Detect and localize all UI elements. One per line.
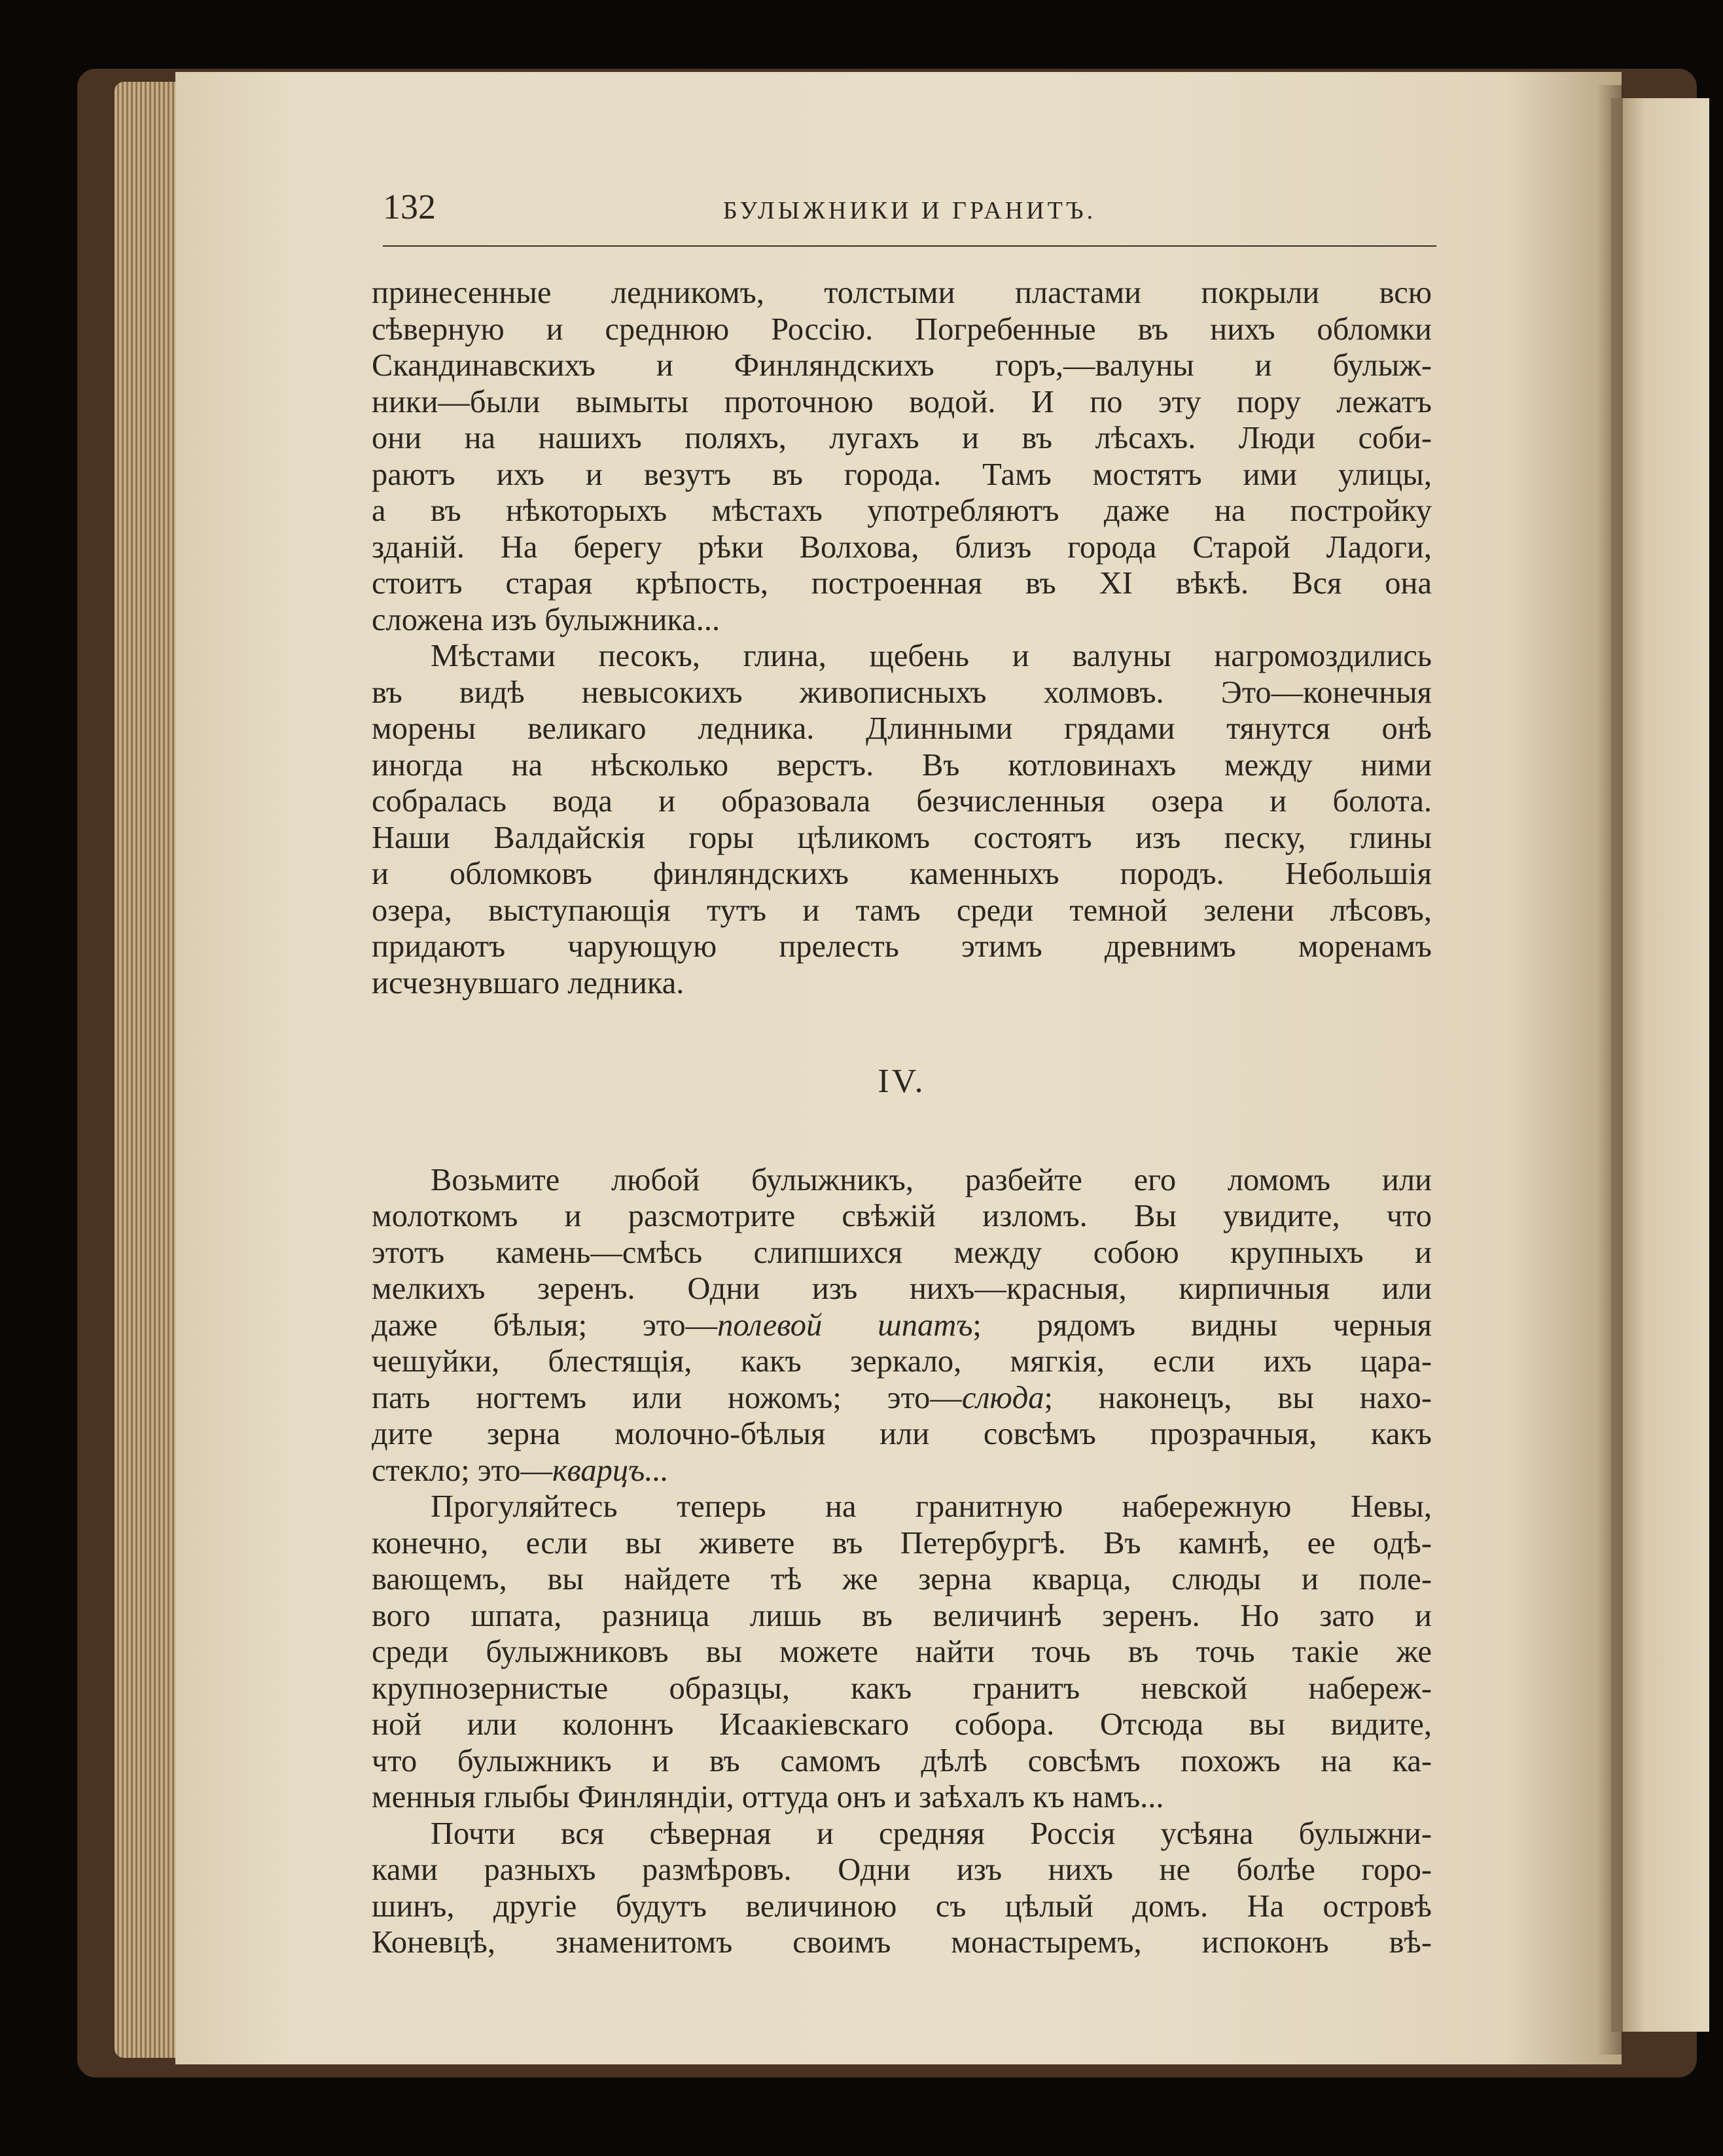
text-line: въ видѣ невысокихъ живописныхъ холмовъ. Это—конечныя <box>372 675 1432 710</box>
text-line: Коневцѣ, знаменитомъ своимъ монастыремъ, испоконъ вѣ- <box>372 1925 1432 1960</box>
text-line: иногда на нѣсколько верстъ. Въ котловинахъ между ними <box>372 747 1432 783</box>
page-header <box>383 186 1436 247</box>
text-line: Мѣстами песокъ, глина, щебень и валуны нагромоздились <box>431 639 1432 673</box>
text-run: пать ногтемъ или ножомъ; это— <box>372 1380 962 1415</box>
text-line: вого шпата, разница лишь въ величинѣ зеренъ. Но зато и <box>372 1598 1432 1633</box>
text-run: стекло; это— <box>372 1453 552 1488</box>
facing-page-edge <box>1611 98 1709 2032</box>
text-run: ; рядомъ видны черныя <box>972 1307 1432 1343</box>
paragraph-4 <box>372 1489 1432 1816</box>
body-text <box>372 275 1432 1961</box>
section-heading: IV. <box>878 1063 926 1100</box>
text-line: Наши Валдайскія горы цѣликомъ состоятъ изъ песку, глины <box>372 820 1432 855</box>
text-line: конечно, если вы живете въ Петербургѣ. Въ камнѣ, ее одѣ- <box>372 1525 1432 1561</box>
text-line: шинъ, другіе будутъ величиною съ цѣлый домъ. На островѣ <box>372 1888 1432 1924</box>
text-line: дите зерна молочно-бѣлыя или совсѣмъ прозрачныя, какъ <box>372 1417 1432 1451</box>
text-line: и обломковъ финляндскихъ каменныхъ породъ. Небольшія <box>372 857 1432 891</box>
text-line: принесенные ледникомъ, толстыми пластами покрыли всю <box>372 275 1432 310</box>
text-line: ники—были вымыты проточною водой. И по эту пору лежатъ <box>372 384 1432 419</box>
italic-term: кварцъ... <box>552 1453 669 1488</box>
text-line <box>372 1307 1432 1344</box>
text-line: сложена изъ булыжника... <box>372 602 720 637</box>
text-line: менныя глыбы Финляндіи, оттуда онъ и заѣхалъ къ намъ... <box>372 1780 1164 1814</box>
text-line: этотъ камень—смѣсь слипшихся между собою крупныхъ и <box>372 1235 1432 1270</box>
paragraph-3 <box>372 1162 1432 1489</box>
running-head: БУЛЫЖНИКИ И ГРАНИТЪ. <box>722 197 1097 224</box>
italic-term: полевой шпатъ <box>717 1307 973 1343</box>
text-line: сѣверную и среднюю Россію. Погребенные въ нихъ обломки <box>372 311 1432 347</box>
page-gutter-shadow <box>1597 85 1623 2055</box>
paragraph-2 <box>372 638 1432 1001</box>
text-line: Почти вся сѣверная и средняя Россія усѣяна булыжни- <box>431 1816 1432 1851</box>
paragraph-5 <box>372 1816 1432 1961</box>
text-line: вающемъ, вы найдете тѣ же зерна кварца, слюды и поле- <box>372 1562 1432 1597</box>
text-line: Возьмите любой булыжникъ, разбейте его ломомъ или <box>431 1162 1432 1197</box>
text-line: что булыжникъ и въ самомъ дѣлѣ совсѣмъ похожъ на ка- <box>372 1743 1432 1778</box>
text-line <box>372 1453 1432 1489</box>
text-line: придаютъ чарующую прелесть этимъ древнимъ моренамъ <box>372 929 1432 964</box>
text-line: зданій. На берегу рѣки Волхова, близъ города Старой Ладоги, <box>372 529 1432 565</box>
text-line: собралась вода и образовала безчисленныя озера и болота. <box>372 784 1432 819</box>
text-line: мелкихъ зеренъ. Одни изъ нихъ—красныя, кирпичныя или <box>372 1271 1432 1306</box>
text-run: ; наконецъ, вы нахо- <box>1044 1380 1432 1415</box>
italic-term: слюда <box>961 1380 1044 1415</box>
paragraph-1 <box>372 275 1432 638</box>
text-line: они на нашихъ поляхъ, лугахъ и въ лѣсахъ. Люди соби- <box>372 421 1432 455</box>
text-run: даже бѣлыя; это— <box>372 1307 718 1343</box>
text-line: чешуйки, блестящія, какъ зеркало, мягкія, если ихъ цара- <box>372 1344 1432 1379</box>
page-number: 132 <box>383 187 436 226</box>
text-line: ками разныхъ размѣровъ. Одни изъ нихъ не болѣе горо- <box>372 1852 1432 1887</box>
text-line: исчезнувшаго ледника. <box>372 965 684 1000</box>
text-line: раютъ ихъ и везутъ въ города. Тамъ мостятъ ими улицы, <box>372 457 1432 492</box>
text-line: Скандинавскихъ и Финляндскихъ горъ,—валуны и булыж- <box>372 348 1432 383</box>
text-line <box>372 1380 1432 1417</box>
text-line: Прогуляйтесь теперь на гранитную набережную Невы, <box>431 1489 1432 1524</box>
text-line: ной или колоннъ Исаакіевскаго собора. Отсюда вы видите, <box>372 1707 1432 1742</box>
text-line: молоткомъ и разсмотрите свѣжій изломъ. Вы увидите, что <box>372 1199 1432 1233</box>
text-line: стоитъ старая крѣпость, построенная въ XI вѣкѣ. Вся она <box>372 566 1432 601</box>
text-line: морены великаго ледника. Длинными грядами тянутся онѣ <box>372 711 1432 746</box>
text-line: крупнозернистые образцы, какъ гранитъ невской набереж- <box>372 1670 1432 1706</box>
text-line: а въ нѣкоторыхъ мѣстахъ употребляютъ даже на постройку <box>372 493 1432 528</box>
text-line: озера, выступающія тутъ и тамъ среди темной зелени лѣсовъ, <box>372 892 1432 928</box>
text-line: среди булыжниковъ вы можете найти точь въ точь такіе же <box>372 1635 1432 1669</box>
